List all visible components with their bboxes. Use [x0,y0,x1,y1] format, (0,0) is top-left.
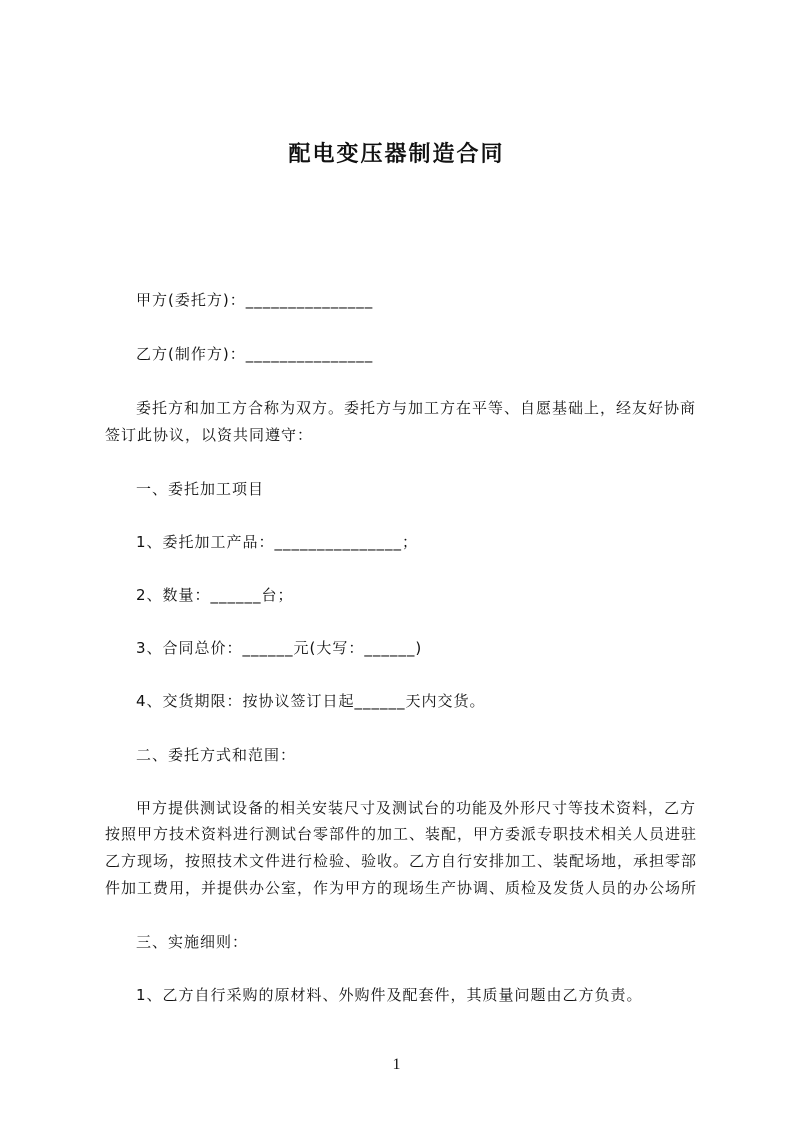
section-2-paragraph-line-2: 按照甲方技术资料进行测试台零部件的加工、装配，甲方委派专职技术相关人员进驻 [105,825,698,843]
party-a-line: 甲方(委托方)：_______________ [136,291,374,309]
section-1-item-3: 3、合同总价：______元(大写：______) [136,639,423,657]
section-2-paragraph-line-4: 件加工费用，并提供办公室，作为甲方的现场生产协调、质检及发货人员的办公场所 [105,879,698,897]
intro-line-2: 签订此协议，以资共同遵守： [105,426,314,444]
party-b-line: 乙方(制作方)：_______________ [136,345,374,363]
section-1-item-1: 1、委托加工产品：_______________； [136,533,419,551]
section-1-heading: 一、委托加工项目 [136,480,265,498]
section-2-heading: 二、委托方式和范围： [136,746,297,764]
section-1-item-4: 4、交货期限：按协议签订日起______天内交货。 [136,692,486,710]
contract-title: 配电变压器制造合同 [288,142,505,167]
page-number: 1 [392,1056,401,1073]
section-2-paragraph-line-3: 乙方现场，按照技术文件进行检验、验收。乙方自行安排加工、装配场地，承担零部 [105,852,698,870]
section-3-item-1: 1、乙方自行采购的原材料、外购件及配套件，其质量问题由乙方负责。 [136,986,643,1004]
section-2-paragraph-line-1: 甲方提供测试设备的相关安装尺寸及测试台的功能及外形尺寸等技术资料，乙方 [136,799,697,817]
section-3-heading: 三、实施细则： [136,933,249,951]
intro-line-1: 委托方和加工方合称为双方。委托方与加工方在平等、自愿基础上，经友好协商 [136,399,697,417]
section-1-item-2: 2、数量：______台； [136,586,294,604]
